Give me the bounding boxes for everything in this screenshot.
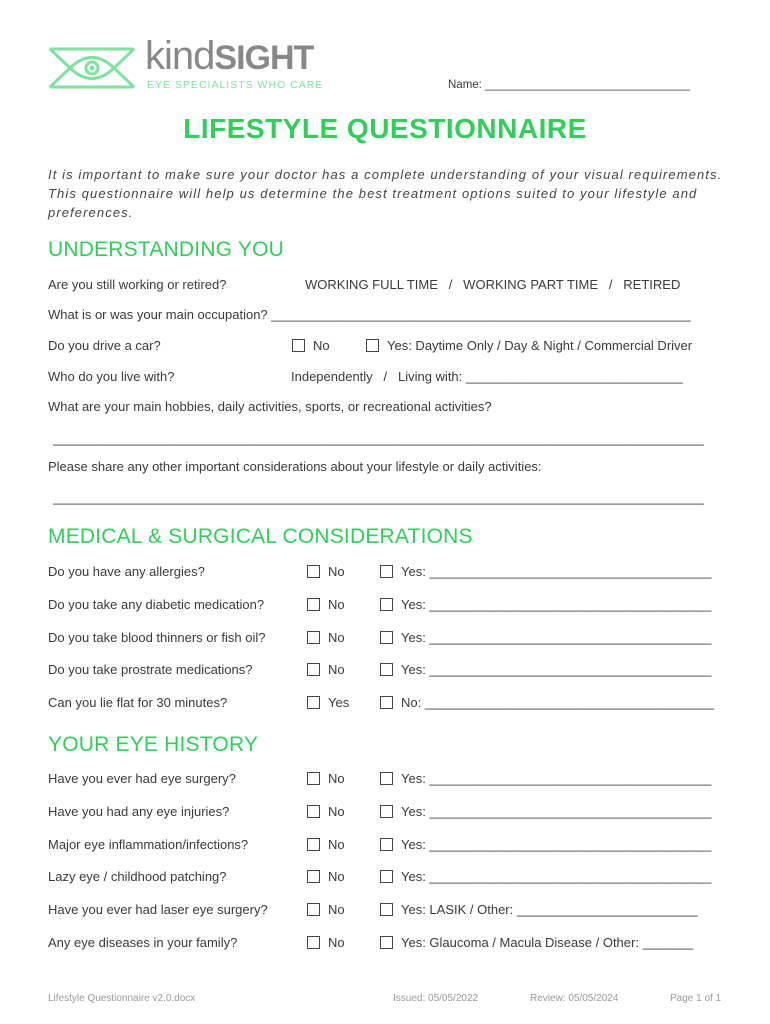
option2-label[interactable]: Yes: _______________________________________ — [401, 836, 712, 852]
option2-label[interactable]: Yes: _______________________________________ — [401, 662, 712, 678]
hobbies-answer-line[interactable]: __________________________________________________________________________________________ — [53, 431, 704, 446]
footer-page-number: Page 1 of 1 — [670, 993, 722, 1004]
section-heading-medical: MEDICAL & SURGICAL CONSIDERATIONS — [48, 525, 473, 548]
option1-label: No — [328, 596, 345, 612]
drive-no-label: No — [313, 338, 330, 353]
question-text: Major eye inflammation/infections? — [48, 836, 249, 852]
question-text: Have you ever had laser eye surgery? — [48, 902, 268, 918]
eye-logo-icon — [48, 45, 136, 91]
section-heading-understanding: UNDERSTANDING YOU — [48, 238, 284, 261]
logo-word-sight: SIGHT — [214, 39, 314, 77]
logo-wordmark — [145, 34, 313, 80]
drive-yes-label: Yes: Daytime Only / Day & Night / Commercial Driver — [387, 338, 693, 353]
footer-review-date: Review: 05/05/2024 — [530, 993, 619, 1004]
option2-checkbox[interactable] — [380, 663, 393, 676]
option1-checkbox[interactable] — [307, 838, 320, 851]
option1-checkbox[interactable] — [307, 903, 320, 916]
question-occupation[interactable]: What is or was your main occupation? __________________________________________________________ — [48, 307, 691, 322]
option1-checkbox[interactable] — [307, 565, 320, 578]
option2-checkbox[interactable] — [380, 696, 393, 709]
intro-paragraph: It is important to make sure your doctor has a complete understanding of your visual requirements. This questionnaire will help us determine the best treatment options suited to your lifestyle and preferences. — [48, 167, 723, 220]
question-text: Have you had any eye injuries? — [48, 803, 230, 819]
question-text: Do you take blood thinners or fish oil? — [48, 629, 266, 645]
question-text: Lazy eye / childhood patching? — [48, 869, 227, 885]
option2-checkbox[interactable] — [380, 772, 393, 785]
option2-label[interactable]: Yes: _______________________________________ — [401, 771, 712, 786]
logo-tagline: EYE SPECIALISTS WHO CARE — [147, 79, 324, 91]
question-text: Do you take prostrate medications? — [48, 662, 253, 678]
option2-label[interactable]: Yes: _______________________________________ — [401, 629, 712, 645]
question-text: Have you ever had eye surgery? — [48, 771, 236, 786]
question-text: Do you have any allergies? — [48, 564, 205, 579]
option1-label: Yes — [328, 695, 350, 711]
option1-label: No — [328, 771, 345, 786]
page-title: LIFESTYLE QUESTIONNAIRE — [183, 113, 587, 144]
question-live-with: Who do you live with? — [48, 369, 175, 384]
question-hobbies: What are your main hobbies, daily activities, sports, or recreational activities? — [48, 399, 492, 414]
working-options[interactable]: WORKING FULL TIME / WORKING PART TIME / RETIRED — [305, 277, 681, 292]
option1-label: No — [328, 902, 345, 918]
option2-label[interactable]: Yes: _______________________________________ — [401, 803, 712, 819]
question-text: Any eye diseases in your family? — [48, 935, 238, 950]
question-working: Are you still working or retired? — [48, 277, 227, 292]
option2-checkbox[interactable] — [380, 838, 393, 851]
option2-label[interactable]: Yes: LASIK / Other: _________________________ — [401, 902, 698, 918]
option2-label[interactable]: Yes: _______________________________________ — [401, 564, 712, 579]
option2-label[interactable]: Yes: _______________________________________ — [401, 596, 712, 612]
option1-checkbox[interactable] — [307, 631, 320, 644]
option2-label[interactable]: Yes: Glaucoma / Macula Disease / Other: _______ — [401, 935, 694, 950]
option2-checkbox[interactable] — [380, 805, 393, 818]
option1-checkbox[interactable] — [307, 696, 320, 709]
option1-checkbox[interactable] — [307, 598, 320, 611]
logo-word-kind: kind — [145, 34, 215, 78]
drive-yes-checkbox[interactable] — [366, 339, 379, 352]
option1-label: No — [328, 836, 345, 852]
option2-checkbox[interactable] — [380, 631, 393, 644]
live-with-options[interactable]: Independently / Living with: ______________________________ — [291, 369, 683, 384]
option2-checkbox[interactable] — [380, 903, 393, 916]
drive-no-checkbox[interactable] — [292, 339, 305, 352]
option2-checkbox[interactable] — [380, 870, 393, 883]
option1-label: No — [328, 803, 345, 819]
option2-checkbox[interactable] — [380, 936, 393, 949]
option1-label: No — [328, 869, 345, 885]
question-other-considerations: Please share any other important considerations about your lifestyle or daily activities: — [48, 459, 542, 474]
section-heading-eye-history: YOUR EYE HISTORY — [48, 733, 259, 756]
question-text: Can you lie flat for 30 minutes? — [48, 695, 228, 711]
footer-document-name: Lifestyle Questionnaire v2.0.docx — [48, 993, 196, 1004]
question-text: Do you take any diabetic medication? — [48, 596, 265, 612]
option2-checkbox[interactable] — [380, 565, 393, 578]
question-drive: Do you drive a car? — [48, 338, 161, 353]
option1-checkbox[interactable] — [307, 772, 320, 785]
option1-checkbox[interactable] — [307, 663, 320, 676]
option1-label: No — [328, 935, 345, 950]
option2-checkbox[interactable] — [380, 598, 393, 611]
option1-checkbox[interactable] — [307, 936, 320, 949]
option1-label: No — [328, 564, 345, 579]
footer-issued-date: Issued: 05/05/2022 — [393, 993, 479, 1004]
option1-label: No — [328, 629, 345, 645]
option2-label[interactable]: No: ________________________________________ — [401, 695, 715, 711]
option1-label: No — [328, 662, 345, 678]
option1-checkbox[interactable] — [307, 805, 320, 818]
name-field-label[interactable]: Name: ________________________________ — [448, 79, 690, 91]
option2-label[interactable]: Yes: _______________________________________ — [401, 869, 712, 885]
option1-checkbox[interactable] — [307, 870, 320, 883]
other-considerations-line[interactable]: __________________________________________________________________________________________ — [53, 490, 704, 505]
